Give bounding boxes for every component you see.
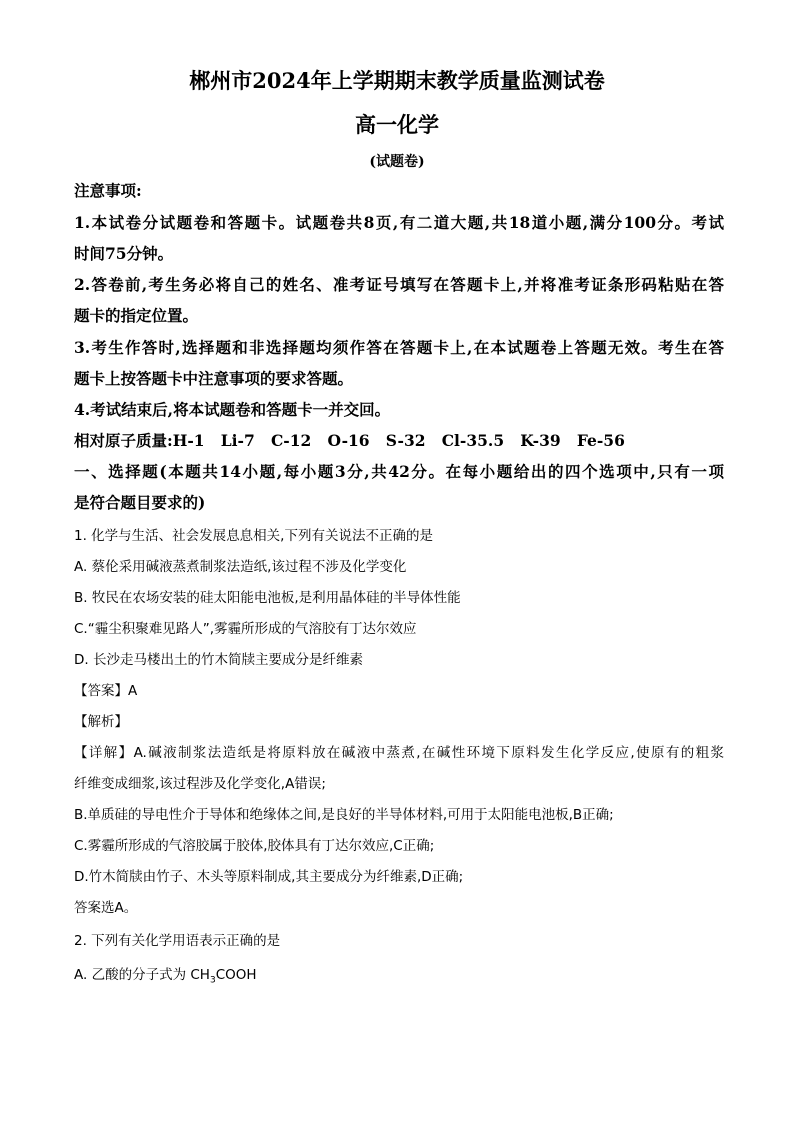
- option-a-tail: COOH: [215, 967, 257, 983]
- question-1-detail-b: B.单质硅的导电性介于导体和绝缘体之间,是良好的半导体材料,可用于太阳能电池板,B正确;: [74, 807, 614, 823]
- question-1-stem: 1. 化学与生活、社会发展息息相关,下列有关说法不正确的是: [74, 528, 433, 544]
- notice-item-1-line-1: 1.本试卷分试题卷和答题卡。试题卷共8页,有二道大题,共18道小题,满分100分。考试: [74, 213, 724, 232]
- option-a-text: A. 乙酸的分子式为 CH: [74, 967, 210, 983]
- question-1-analysis-label: 【解析】: [74, 714, 128, 730]
- section-1-heading-line-1: 一、选择题(本题共14小题,每小题3分,共42分。在每小题给出的四个选项中,只有一项: [74, 462, 724, 481]
- question-1-detail-a-line-1: [74, 744, 724, 763]
- answer-value: A: [128, 683, 138, 699]
- notice-item-2-line-1: 2.答卷前,考生务必将自己的姓名、准考证号填写在答题卡上,并将准考证条形码粘贴在答: [74, 275, 724, 294]
- paper-type: (试题卷): [369, 154, 425, 170]
- option-a-subscript: 3: [209, 975, 216, 986]
- exam-title: 郴州市2024年上学期期末教学质量监测试卷: [189, 68, 605, 93]
- question-1-option-d: D. 长沙走马楼出土的竹木简牍主要成分是纤维素: [74, 652, 363, 668]
- atomic-mass-line: 相对原子质量:H-1 Li-7 C-12 O-16 S-32 Cl-35.5 K-39 Fe-56: [74, 431, 625, 450]
- question-1-answer: [74, 682, 724, 701]
- notice-item-3-line-2: 题卡上按答题卡中注意事项的要求答题。: [74, 369, 354, 388]
- question-1-detail-d: D.竹木简牍由竹子、木头等原料制成,其主要成分为纤维素,D正确;: [74, 869, 464, 885]
- detail-label: 【详解】: [74, 745, 134, 761]
- subject-title: 高一化学: [355, 112, 439, 137]
- question-1-option-b: B. 牧民在农场安装的硅太阳能电池板,是利用晶体硅的半导体性能: [74, 590, 461, 606]
- question-1-option-c: C.“霾尘积聚难见路人”,雾霾所形成的气溶胶有丁达尔效应: [74, 621, 417, 637]
- notice-heading: 注意事项:: [74, 181, 142, 200]
- question-2-option-a: [74, 966, 724, 985]
- question-1-detail-c: C.雾霾所形成的气溶胶属于胶体,胶体具有丁达尔效应,C正确;: [74, 838, 435, 854]
- question-1-conclusion: 答案选A。: [74, 900, 138, 916]
- section-1-heading-line-2: 是符合题目要求的): [74, 493, 206, 512]
- notice-item-1-line-2: 时间75分钟。: [74, 244, 174, 263]
- answer-label: 【答案】: [74, 683, 128, 699]
- question-1-detail-a-line-2: 纤维变成细浆,该过程涉及化学变化,A错误;: [74, 776, 326, 792]
- question-2-stem: 2. 下列有关化学用语表示正确的是: [74, 933, 281, 949]
- detail-a-text: A.碱液制浆法造纸是将原料放在碱液中蒸煮,在碱性环境下原料发生化学反应,使原有的粗浆: [133, 745, 725, 761]
- notice-item-2-line-2: 题卡的指定位置。: [74, 306, 199, 325]
- question-1-option-a: A. 蔡伦采用碱液蒸煮制浆法造纸,该过程不涉及化学变化: [74, 559, 407, 575]
- notice-item-3-line-1: 3.考生作答时,选择题和非选择题均须作答在答题卡上,在本试题卷上答题无效。考生在答: [74, 338, 724, 357]
- notice-item-4: 4.考试结束后,将本试题卷和答题卡一并交回。: [74, 400, 391, 419]
